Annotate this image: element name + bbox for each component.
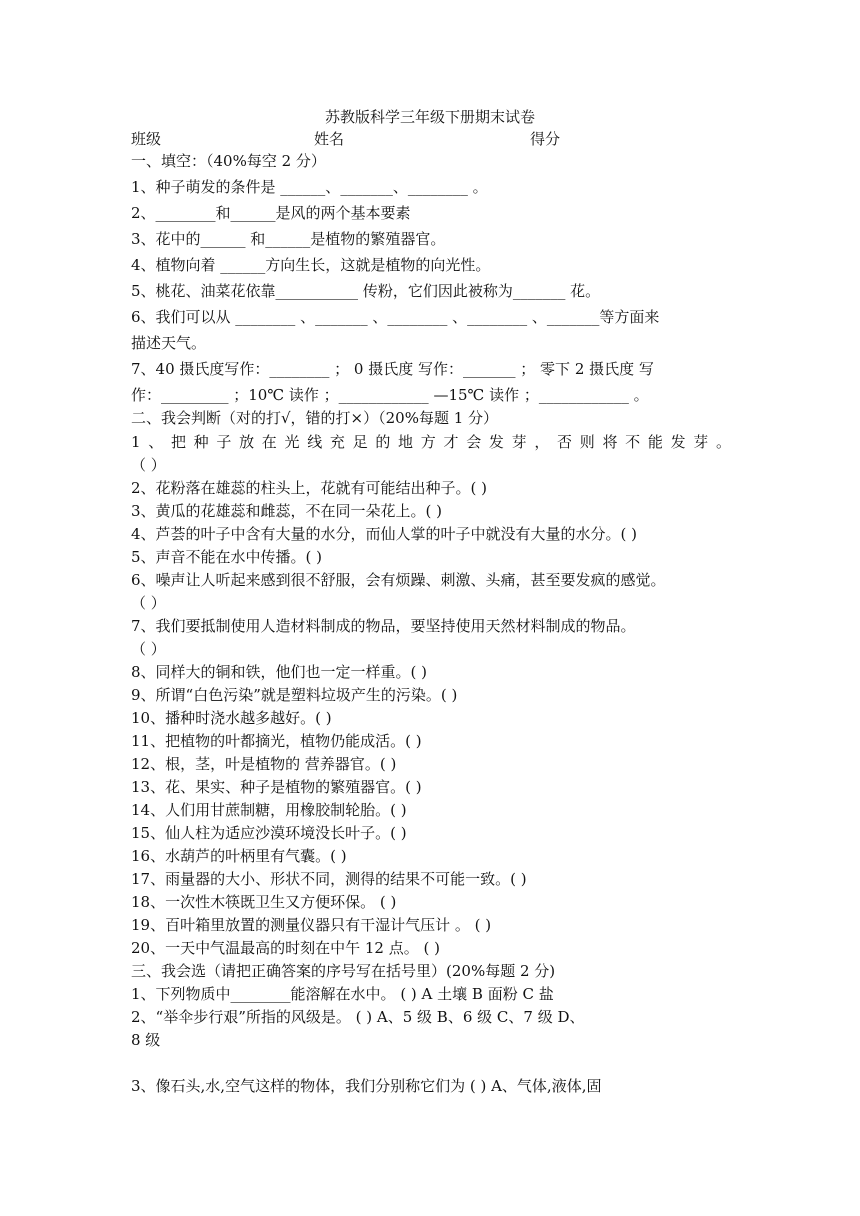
question-line: 3、像石头,水,空气这样的物体，我们分别称它们为 ( ) A、气体,液体,固 bbox=[131, 1077, 602, 1095]
question-line: 16、水葫芦的叶柄里有气囊。( ) bbox=[131, 847, 347, 865]
question-line: 3、花中的______ 和______是植物的繁殖器官。 bbox=[131, 230, 446, 248]
question-line: 5、声音不能在水中传播。( ) bbox=[131, 548, 323, 566]
question-line: 13、花、果实、种子是植物的繁殖器官。( ) bbox=[131, 778, 422, 796]
question-line: 2、花粉落在雄蕊的柱头上，花就有可能结出种子。( ) bbox=[131, 479, 488, 497]
question-line: 10、播种时浇水越多越好。( ) bbox=[131, 709, 332, 727]
page-title: 苏教版科学三年级下册期末试卷 bbox=[324, 108, 535, 126]
section-heading: 二、我会判断（对的打√，错的打×）（20%每题 1 分） bbox=[131, 409, 499, 427]
question-line: 6、我们可以从 ________ 、_______ 、________ 、________ 、_______等方面来 bbox=[131, 308, 660, 326]
question-line: 14、人们用甘蔗制糖，用橡胶制轮胎。( ) bbox=[131, 801, 407, 819]
question-line: 作：_________ ；10℃ 读作 ；____________ —15℃ 读作 ；____________ 。 bbox=[131, 386, 649, 404]
question-line: 7、40 摄氏度写作：________ ； 0 摄氏度 写作：_______ ； 零下 2 摄氏度 写 bbox=[131, 360, 654, 378]
answer-bracket: （ ） bbox=[131, 594, 166, 612]
question-line: 1、种子萌发的条件是 ______、_______、________ 。 bbox=[131, 178, 488, 196]
question-line: 11、把植物的叶都摘光，植物仍能成活。( ) bbox=[131, 732, 422, 750]
name-label: 姓名 bbox=[314, 130, 345, 148]
question-line: 7、我们要抵制使用人造材料制成的物品，要坚持使用天然材料制成的物品。 bbox=[131, 617, 636, 635]
class-label: 班级 bbox=[131, 130, 162, 148]
section-heading: 一、填空：（40%每空 2 分） bbox=[131, 152, 326, 170]
question-line: 1、把种子放在光线充足的地方才会发芽，否则将不能发芽。 bbox=[131, 433, 731, 451]
question-line: 8 级 bbox=[131, 1031, 161, 1049]
question-line: 3、黄瓜的花雄蕊和雌蕊，不在同一朵花上。( ) bbox=[131, 502, 443, 520]
question-line: 2、“举伞步行艰”所指的风级是。 ( ) A、5 级 B、6 级 C、7 级 D、 bbox=[131, 1008, 585, 1026]
question-line: 9、所谓“白色污染”就是塑料垃圾产生的污染。( ) bbox=[131, 686, 458, 704]
question-line: 20、一天中气温最高的时刻在中午 12 点。 ( ) bbox=[131, 939, 440, 957]
question-line: 18、一次性木筷既卫生又方便环保。 ( ) bbox=[131, 893, 397, 911]
score-label: 得分 bbox=[530, 130, 561, 148]
question-line: 6、噪声让人听起来感到很不舒服，会有烦躁、刺激、头痛，甚至要发疯的感觉。 bbox=[131, 571, 666, 589]
section-heading: 三、我会选（请把正确答案的序号写在括号里）(20%每题 2 分) bbox=[131, 962, 556, 980]
question-line: 4、芦荟的叶子中含有大量的水分，而仙人掌的叶子中就没有大量的水分。( ) bbox=[131, 525, 638, 543]
answer-bracket: （ ） bbox=[131, 456, 166, 474]
question-line: 12、根，茎，叶是植物的 营养器官。( ) bbox=[131, 755, 397, 773]
question-line: 15、仙人柱为适应沙漠环境没长叶子。( ) bbox=[131, 824, 407, 842]
question-line: 4、植物向着 ______方向生长，这就是植物的向光性。 bbox=[131, 256, 491, 274]
question-line: 17、雨量器的大小、形状不同，测得的结果不可能一致。( ) bbox=[131, 870, 527, 888]
question-line: 2、________和______是风的两个基本要素 bbox=[131, 204, 411, 222]
question-line: 19、百叶箱里放置的测量仪器只有干湿计气压计 。 ( ) bbox=[131, 916, 492, 934]
question-line: 描述天气。 bbox=[131, 334, 207, 352]
answer-bracket: （ ） bbox=[131, 640, 166, 658]
question-line: 1、下列物质中________能溶解在水中。 ( ) A 土壤 B 面粉 C 盐 bbox=[131, 985, 554, 1003]
question-line: 5、桃花、油菜花依靠___________ 传粉，它们因此被称为_______ 花。 bbox=[131, 282, 601, 300]
question-line: 8、同样大的铜和铁，他们也一定一样重。( ) bbox=[131, 663, 428, 681]
